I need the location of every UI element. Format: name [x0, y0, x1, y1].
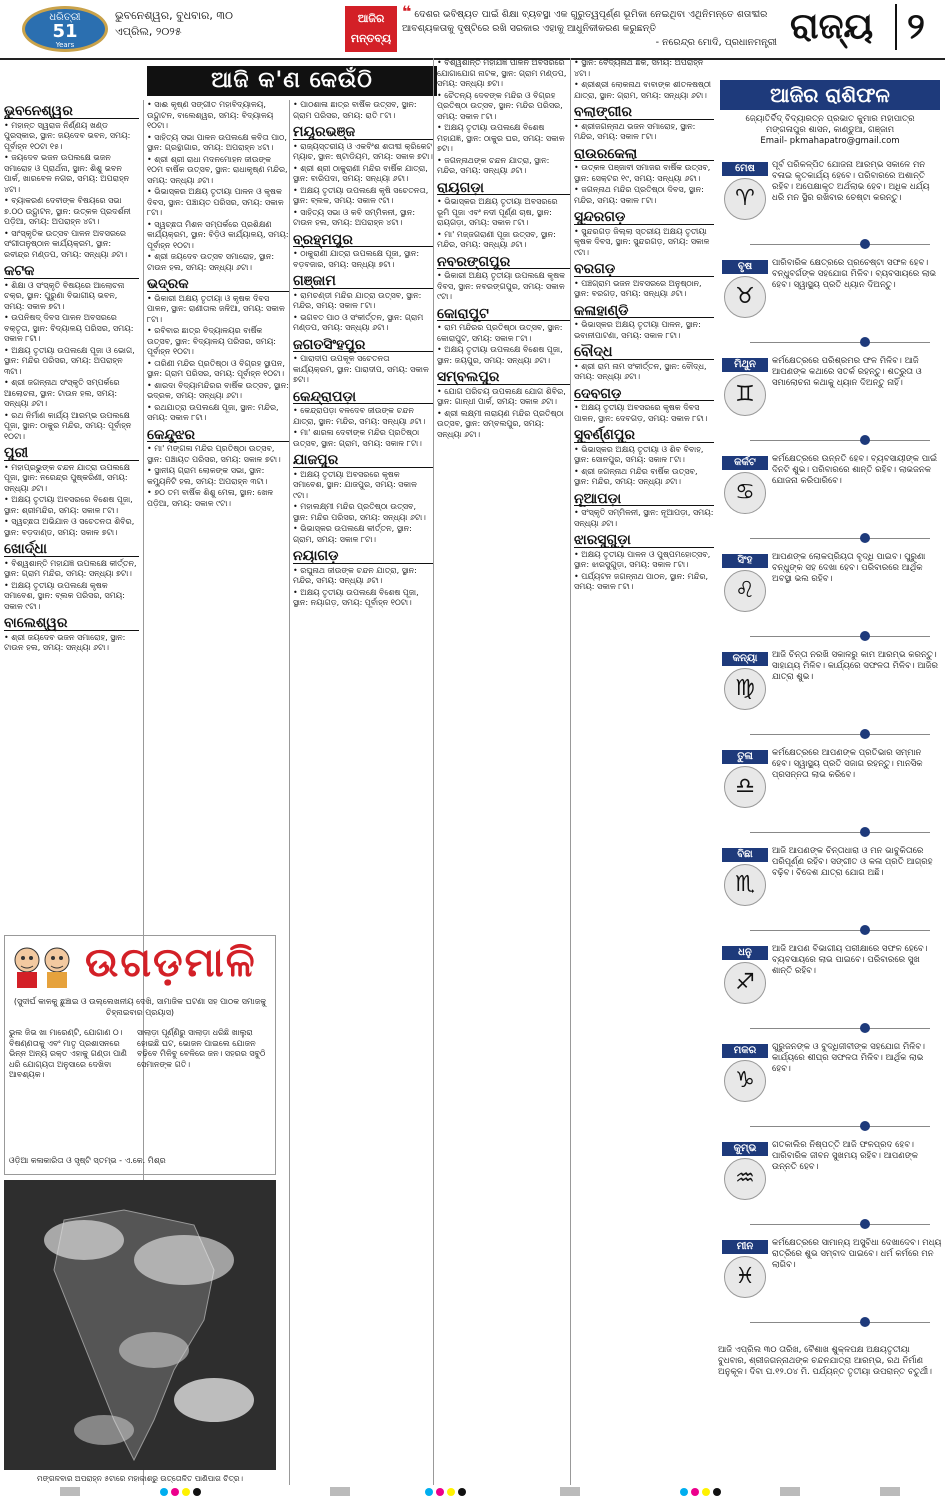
district-heading: ମୟୂରଭଞ୍ଜ	[293, 127, 433, 140]
event-item: • ରଥଯାତ୍ରା ଉପଲକ୍ଷେ ପୂଜା, ସ୍ଥାନ: ମନ୍ଦିର, ସମୟ: ସକାଳ ୮ଟା।	[147, 403, 289, 424]
event-item: • ରଘୁନାଥ ଜୀଉଙ୍କ ଚନ୍ଦନ ଯାତ୍ରା, ସ୍ଥାନ: ମନ୍ଦିର, ସମୟ: ସନ୍ଧ୍ୟା ୬ଟା।	[293, 566, 433, 587]
events-column-1	[4, 100, 139, 930]
sign-name: ତୁଳା	[722, 750, 768, 764]
event-item: • ସାହିତ୍ୟ ସଭା ଓ କବି ସମ୍ମିଳନୀ, ସ୍ଥାନ: ଟାଉନ ହଲ, ସମୟ: ଅପରାହ୍ନ ୪ଟା।	[293, 208, 433, 229]
registration-bar-icon	[880, 1487, 900, 1496]
dateline: ଭୁବନେଶ୍ୱର, ବୁଧବାର, ୩୦ ଏପ୍ରିଲ, ୨୦୨୫	[115, 9, 233, 38]
divider	[750, 1126, 930, 1127]
district-heading: ବଲାଙ୍ଗୀର	[574, 107, 714, 120]
event-item: • ଅକ୍ଷୟ ତୃତୀୟା ଉପଲକ୍ଷେ କୃଷକ ସମାବେଶ, ସ୍ଥାନ: ବ୍ଲକ ପରିସର, ସମୟ: ସକାଳ ୯ଟା।	[4, 581, 139, 613]
event-item: • ସ୍ଥାନୀୟ ଗ୍ରାମ ଲୋକଙ୍କ ସଭା, ସ୍ଥାନ: କମ୍ୟୁନିଟି ହଲ, ସମୟ: ଅପରାହ୍ନ ୩ଟା।	[147, 466, 289, 487]
divider-dot-icon	[860, 533, 870, 543]
event-item: • ଶ୍ରୀଶ୍ରୀ ଲୋକନାଥ ବାବାଙ୍କ ଶୀତଳଷଷ୍ଠୀ ଯାତ୍ରା, ସ୍ଥାନ: ଗ୍ରାମ, ସମୟ: ସନ୍ଧ୍ୟା ୬ଟା।	[574, 80, 714, 101]
event-item: • ୭୦ ତମ ବାର୍ଷିକ ଶିଶୁ ମେଳା, ସ୍ଥାନ: ଖେଳ ପଡ଼ିଆ, ସମୟ: ସକାଳ ୯ଟା।	[147, 488, 289, 509]
event-item: • ଅକ୍ଷୟ ତୃତୀୟା ଉପଲକ୍ଷେ ବିଶେଷ ମହାଯଜ୍ଞ, ସ୍ଥାନ: ଠାକୁର ଘର, ସମୟ: ସକାଳ ୭ଟା।	[437, 123, 570, 155]
event-item: • ସ୍ୱଚ୍ଛତା ଅଭିଯାନ ଓ ସଚେତନତା ଶିବିର, ସ୍ଥାନ: ବଡ଼ଦାଣ୍ଡ, ସମୟ: ସକାଳ ୭ଟା।	[4, 517, 139, 538]
district-heading: ବାଲେଶ୍ୱର	[4, 618, 139, 631]
event-item: • ଠାକୁରାଣୀ ଯାତ୍ରା ଉପଲକ୍ଷେ ପୂଜା, ସ୍ଥାନ: ବଡ଼ବଜାର, ସମୟ: ସନ୍ଧ୍ୟା ୭ଟା।	[293, 249, 433, 270]
quote-box	[402, 2, 777, 50]
astrologer-address: ମଙ୍ଗଳାପୁର ଶାସନ, କାଣ୍ଡୁଆ, ଗଞ୍ଜାମ	[765, 125, 895, 135]
sign-name: କୁମ୍ଭ	[722, 1142, 768, 1156]
event-item: • ଜୟଦେବ ଭଜନ ଉପଲକ୍ଷେ ଭଜନ ସମାରୋହ ଓ ପ୍ରାର୍ଥନା, ସ୍ଥାନ: ଶିଶୁ ଭବନ ପାର୍କ, ଖାରବେଳ ନଗର, ସମୟ: ଅପରାହ୍ନ ୪ଟା।	[4, 153, 139, 195]
registration-bar-icon	[780, 1487, 800, 1496]
zodiac-icon: ♒	[724, 1158, 766, 1200]
event-item: • ଶ୍ରୀଜଗନ୍ନାଥ ଭଜନ ସମାରୋହ, ସ୍ଥାନ: ମନ୍ଦିର, ସମୟ: ସକାଳ ୮ଟା।	[574, 122, 714, 143]
divider-dot-icon	[860, 1023, 870, 1033]
cartoon-title: ଉଗଡ଼ମାଳି	[85, 940, 257, 986]
sign-name: କନ୍ୟା	[722, 652, 768, 666]
sign-prediction: ପାରିବାରିକ କ୍ଷେତ୍ରରେ ପ୍ରଚେଷ୍ଟା ସଫଳ ହେବ। ବନ୍ଧୁବର୍ଗଙ୍କ ସହଯୋଗ ମିଳିବ। ବ୍ୟବସାୟରେ ଲାଭ ହେବ। ସ୍ୱାସ୍ଥ୍ୟ ପ୍ରତି ଧ୍ୟାନ ଦିଅନ୍ତୁ।	[772, 258, 937, 290]
registration-dot-icon	[160, 1488, 168, 1496]
district-heading: ପୁରୀ	[4, 448, 139, 461]
event-item: • ସାହିତ୍ୟ ସଭା ପାଳନ ଉପଲକ୍ଷେ କବିତା ପାଠ, ସ୍ଥାନ: ଗ୍ରନ୍ଥାଗାର, ସମୟ: ଅପରାହ୍ନ ୪ଟା।	[147, 133, 289, 154]
page-number: ୨	[895, 4, 925, 50]
events-column-3	[289, 100, 433, 1485]
district-heading: ସୁବର୍ଣ୍ଣପୁର	[574, 430, 714, 443]
event-item: • ସ୍ୱଚ୍ଛତା ମିଶନ ସମ୍ପର୍କରେ ପ୍ରଶିକ୍ଷଣ କାର୍ଯ୍ୟକ୍ରମ, ସ୍ଥାନ: ବିଡ଼ିଓ କାର୍ଯ୍ୟାଳୟ, ସମୟ: ପୂର୍ବାହ୍ନ ୧୦ଟା।	[147, 220, 289, 252]
zodiac-icon: ♎	[724, 766, 766, 808]
divider-dot-icon	[860, 1219, 870, 1229]
divider-dot-icon	[860, 435, 870, 445]
zodiac-icon: ♈	[724, 178, 766, 220]
registration-dot-icon	[691, 1488, 699, 1496]
sign-prediction: ଆଜି ଆପଣଙ୍କ ଚିନ୍ତାଧାରା ଓ ମନ ଭାବୁକିତାରେ ପରିପୂର୍ଣ୍ଣ ରହିବ। ସଙ୍ଗୀତ ଓ କଳା ପ୍ରତି ଆଗ୍ରହ ବଢ଼ିବ। ବିଦେଶ ଯାତ୍ରା ଯୋଗ ଅଛି।	[772, 846, 933, 878]
sign-name: ବୃଷ	[722, 260, 768, 274]
divider	[750, 1322, 930, 1323]
registration-dot-icon	[436, 1488, 444, 1496]
horoscope-sign	[720, 944, 942, 1038]
horoscope-sign	[720, 748, 942, 842]
district-heading: ନବରଙ୍ଗପୁର	[437, 257, 570, 270]
panchang-note: ଆଜି ଏପ୍ରିଲ ୩୦ ତାରିଖ, ବୈଶାଖ ଶୁକ୍ଳପକ୍ଷ ଅକ୍ଷୟତୃତୀୟା ବୁଧବାର, ଶ୍ରୀଜଗନ୍ନାଥଙ୍କ ଚନ୍ଦନଯାତ୍ରା ଆରମ୍ଭ, ରଥ ନିର୍ମାଣ ଅନୁକୂଳ। ଦିବା ଘ.୧୨.୦୪ ମି. ପର୍ଯ୍ୟନ୍ତ ତୃତୀୟା ଉପରାନ୍ତ ଚତୁର୍ଥୀ।	[718, 1345, 932, 1377]
event-item: • ଶ୍ରୀ ରାମ ନାମ ସଂକୀର୍ତ୍ତନ, ସ୍ଥାନ: ବୌଦ୍ଧ, ସମୟ: ସନ୍ଧ୍ୟା ୬ଟା।	[574, 362, 714, 383]
zodiac-icon: ♉	[724, 276, 766, 318]
horoscope-sign	[720, 1042, 942, 1136]
event-item: • ଅକ୍ଷୟ ତୃତୀୟା ପାଳନ ଓ ପୁଷ୍ପମହୋତ୍ସବ, ସ୍ଥାନ: ଝାରସୁଗୁଡ଼ା, ସମୟ: ସକାଳ ୮ଟା।	[574, 550, 714, 571]
district-heading: ଭଦ୍ରକ	[147, 279, 289, 292]
event-item: • ତାରିଣୀ ମନ୍ଦିର ପ୍ରତିଷ୍ଠା ଓ ବିଗ୍ରହ ସ୍ଥାପନ, ସ୍ଥାନ: ଗ୍ରାମ ପରିସର, ସମୟ: ପୂର୍ବାହ୍ନ ୧୦ଟା।	[147, 359, 289, 380]
horoscope-sign	[720, 454, 942, 548]
event-item: • ସୁନ୍ଦରଗଡ଼ ଜିଲ୍ଲା ସ୍ତରୀୟ ଅକ୍ଷୟ ତୃତୀୟା କୃଷକ ଦିବସ, ସ୍ଥାନ: ସୁନ୍ଦରଗଡ଼, ସମୟ: ସକାଳ ୯ଟା।	[574, 227, 714, 259]
horoscope-sign	[720, 1140, 942, 1234]
sign-name: ମେଷ	[722, 162, 768, 176]
event-item: • ଉପନିଷଦ୍ ଦିବସ ପାଳନ ଅବସରରେ ବକ୍ତୃତା, ସ୍ଥାନ: ବିଦ୍ୟାଳୟ ପରିସର, ସମୟ: ସକାଳ ୮ଟା।	[4, 313, 139, 345]
divider	[750, 734, 930, 735]
event-item: • ବିଶ୍ୱଶାନ୍ତି ମହାଯଜ୍ଞ ପାଳନ ଅବସରରେ ଯୋଗାଯୋଗ ନାଟକ, ସ୍ଥାନ: ଗ୍ରାମ ମଣ୍ଡପ, ସମୟ: ସନ୍ଧ୍ୟା ୭ଟା।	[437, 58, 570, 90]
event-item: • ରାଜ୍ୟସ୍ତରୀୟ ଓ ଏକବିଂଶ ଶତାବ୍ଦୀ କ୍ରିକେଟ ମ୍ୟାଚ, ସ୍ଥାନ: ଷ୍ଟାଡିୟମ, ସମୟ: ସକାଳ ୭ଟା।	[293, 142, 433, 163]
sign-prediction: ଆଜି ଆପଣ ବିଭାଗୀୟ ପରୀକ୍ଷାରେ ସଫଳ ହେବେ। ବ୍ୟବସାୟରେ ଲାଭ ପାଇବେ। ପରିବାରରେ ସୁଖ ଶାନ୍ତି ରହିବ।	[772, 944, 928, 976]
sign-prediction: କର୍ମକ୍ଷେତ୍ରରେ ଆପଣଙ୍କ ପ୍ରତିଭାର ସମ୍ମାନ ହେବ। ସ୍ୱାସ୍ଥ୍ୟ ପ୍ରତି ସଜାଗ ରହନ୍ତୁ। ମାନସିକ ପ୍ରସନ୍ନତା ଲାଭ କରିବେ।	[772, 748, 923, 780]
event-item: • ଶ୍ରୀ ଜୟଦେବ ଭଜନ ସମାରୋହ, ସ୍ଥାନ: ଟାଉନ ହଲ, ସମୟ: ସନ୍ଧ୍ୟା ୬ଟା।	[4, 633, 139, 654]
horoscope-sign	[720, 1238, 942, 1332]
divider-dot-icon	[860, 337, 870, 347]
sign-prediction: ଆଜି ଚିନ୍ତା ନରଖି ସକାଳରୁ କାମ ଆରମ୍ଭ କରନ୍ତୁ। ସାହାଯ୍ୟ ମିଳିବ। କାର୍ଯ୍ୟରେ ସଫଳତା ମିଳିବ। ଆଜିର ଯାତ୍ରା ଶୁଭ।	[772, 650, 938, 682]
cartoon-left-text: ଭୁଲ ଜିଭ ଖା ମାରେଣ୍ଟି, ଯୋଗାଣ ୦। ବିଷଣ୍ଣତାକୁ ଏବଂ ମାତୃ ପ୍ରଶାସନରେ ଭିନ୍ନ ଅନ୍ୟ ରକ୍ତ ଏହାକୁ ଗଣ୍ଡା ପାଣି ଧରି ଯୋଗ୍ୟତା ଅନୁସାରେ ଦେଖିବା ଆବଶ୍ୟକ।	[9, 1028, 127, 1079]
event-item: • ରବିବାର ଛାତ୍ର ବିଦ୍ୟାଳୟର ବାର୍ଷିକ ଉତ୍ସବ, ସ୍ଥାନ: ବିଦ୍ୟାଳୟ ପରିସର, ସମୟ: ପୂର୍ବାହ୍ନ ୧୦ଟା।	[147, 326, 289, 358]
event-item: • ସାଈ କୃଷ୍ଣ ସଙ୍ଗୀତ ମହାବିଦ୍ୟାଳୟ, ଉଦ୍ଘାଟନ, ବାଲେଶ୍ୱର, ସମୟ: ବିଦ୍ୟାଳୟ ୧୦ଟା।	[147, 100, 289, 132]
event-item: • ସ୍ଥାନ: ବୈଦ୍ୟନାଥ ଛକ, ସମୟ: ଅପରାହ୍ନ ୪ଟା।	[574, 58, 714, 79]
event-item: • ଅକ୍ଷୟ ତୃତୀୟା ଅବସରରେ କୃଷକ ଦିବସ ପାଳନ, ସ୍ଥାନ: ଦେବଗଡ଼, ସମୟ: ସକାଳ ୮ଟା।	[574, 403, 714, 424]
district-heading: ରାଉରକେଲା	[574, 149, 714, 162]
zodiac-icon: ♋	[724, 472, 766, 514]
event-item: • ମହାପ୍ରଭୁଙ୍କ ଚନ୍ଦନ ଯାତ୍ରା ଉପଲକ୍ଷେ ପୂଜା, ସ୍ଥାନ: ନରେନ୍ଦ୍ର ପୁଷ୍କରିଣୀ, ସମୟ: ସନ୍ଧ୍ୟା ୬ଟା।	[4, 463, 139, 495]
district-heading: ସୁନ୍ଦରଗଡ଼	[574, 212, 714, 225]
zodiac-icon: ♐	[724, 962, 766, 1004]
district-heading: କଳାହାଣ୍ଡି	[574, 306, 714, 319]
zodiac-icon: ♊	[724, 374, 766, 416]
district-heading: ବରଗଡ଼	[574, 264, 714, 277]
district-heading: ବ୍ରହ୍ମପୁର	[293, 235, 433, 248]
registration-dot-icon	[193, 1488, 201, 1496]
divider	[750, 832, 930, 833]
quote-text: ଦେଶର ଭବିଷ୍ୟତ ପାଇଁ ଶିକ୍ଷା ବ୍ୟବସ୍ଥା ଏକ ଗୁରୁତ୍ୱପୂର୍ଣ୍ଣ ଭୂମିକା ନେଇଥିବା ଏଥିନିମନ୍ତେ ଶତାବ୍ଦୀର ଆବଶ୍ୟକତାକୁ ଦୃଷ୍ଟିରେ ରଖି ସରକାର ଏହାକୁ ଆଧୁନିକୀକରଣ କରୁଛନ୍ତି	[402, 9, 768, 34]
satellite-caption: ମଙ୍ଗଳବାର ଅପରାହ୍ନ ୫ଟାରେ ମହାକାଶରୁ ଉତ୍ତୋଳିତ ପାଣିପାଗ ଚିତ୍ର।	[37, 1474, 243, 1483]
section-title: ରାଜ୍ୟ	[790, 6, 874, 47]
district-heading: କୋରାପୁଟ	[437, 309, 570, 322]
event-item: • ଶ୍ରୀ ଜଗନ୍ନାଥ ସଂସ୍କୃତି ସମ୍ପର୍କରେ ଆଲୋଚନା, ସ୍ଥାନ: ଟାଉନ ହଲ, ସମୟ: ସନ୍ଧ୍ୟା ୬ଟା।	[4, 378, 139, 410]
event-item: • ଶ୍ରୀ ଲକ୍ଷ୍ମୀ ନାରାୟଣ ମନ୍ଦିର ପ୍ରତିଷ୍ଠା ଉତ୍ସବ, ସ୍ଥାନ: ସମ୍ବଲପୁର, ସମୟ: ସନ୍ଧ୍ୟା ୬ଟା।	[437, 409, 570, 441]
logo-name: ଧରିତ୍ରୀ	[49, 12, 81, 23]
divider	[750, 930, 930, 931]
astrologer-email: Email- pkmahapatro@gmail.com	[760, 136, 900, 146]
district-heading: ଜଗତସିଂହପୁର	[293, 340, 433, 353]
divider-dot-icon	[860, 631, 870, 641]
sign-prediction: କର୍ମକ୍ଷେତ୍ରରେ ସାମାନ୍ୟ ଅସୁବିଧା ଦେଖାଦେବ। ମଧ୍ୟ ରାତ୍ରିରେ ଶୁଭ ସମ୍ବାଦ ପାଇବେ। ଧର୍ମ କର୍ମରେ ମନ ଲାଗିବ।	[772, 1238, 942, 1270]
sign-name: ସିଂହ	[722, 554, 768, 568]
horoscope-sign	[720, 650, 942, 744]
horoscope-sign	[720, 356, 942, 450]
event-item: • ଭଗବତ ପାଠ ଓ ସଂକୀର୍ତ୍ତନ, ସ୍ଥାନ: ଗ୍ରାମ ମଣ୍ଡପ, ସମୟ: ସନ୍ଧ୍ୟା ୬ଟା।	[293, 313, 433, 334]
horoscope-sign	[720, 160, 942, 254]
event-item: • ଭିଭାସ୍କର ଅକ୍ଷୟ ତୃତୀୟା ପାଳନ, ସ୍ଥାନ: ଭବାନୀପାଟଣା, ସମୟ: ସକାଳ ୮ଟା।	[574, 320, 714, 341]
event-item: • ଭିଭାସ୍କର ଅକ୍ଷୟ ତୃତୀୟା ଓ ଶିବ ବିବାହ, ସ୍ଥାନ: ସୋନପୁର, ସମୟ: ସକାଳ ୮ଟା।	[574, 445, 714, 466]
sign-prediction: ଗତକାଲିର ନିଷ୍ପତ୍ତି ଆଜି ଫଳପ୍ରଦ ହେବ। ପାରିବାରିକ ଜୀବନ ସୁଖମୟ ରହିବ। ଆପଣଙ୍କ ଉନ୍ନତି ହେବ।	[772, 1140, 919, 1172]
sign-prediction: ପୂର୍ବ ପରିକଳ୍ପିତ ଯୋଜନା ଆରମ୍ଭ ସକାଳେ ମନ ବଳାଇ କୃତକାର୍ଯ୍ୟ ହେବେ। ପରିବାରରେ ଅଶାନ୍ତି ରହିବ। ଅପେକ୍ଷାକୃତ ଅର୍ଥଲାଭ ହେବ। ଅଧିକ ଧର୍ଯ୍ୟ ଧରି ମନ ସ୍ଥିର ରଖିବାର ଚେଷ୍ଟା କରନ୍ତୁ।	[772, 160, 930, 203]
registration-dot-icon	[458, 1488, 466, 1496]
event-item: • ରାମଚଣ୍ଡୀ ମନ୍ଦିର ଯାତ୍ରା ଉତ୍ସବ, ସ୍ଥାନ: ମନ୍ଦିର, ସମୟ: ସକାଳ ୮ଟା।	[293, 291, 433, 312]
cartoon-credit: ଓଡ଼ିଆ କଳାକାରିତା ଓ ସୃଷ୍ଟି ସ୍ତମ୍ଭ - ଏ.କେ. ମିଶ୍ର	[9, 1156, 166, 1165]
district-heading: ଝାରସୁଗୁଡ଼ା	[574, 535, 714, 548]
zodiac-icon: ♑	[724, 1060, 766, 1102]
satellite-map-icon	[4, 1180, 276, 1470]
event-item: • ଜଗନ୍ନାଥଙ୍କ ଚନ୍ଦନ ଯାତ୍ରା, ସ୍ଥାନ: ମନ୍ଦିର, ସମୟ: ସନ୍ଧ୍ୟା ୬ଟା।	[437, 156, 570, 177]
event-item: • ଭିଭାସ୍କର ଅକ୍ଷୟ ତୃତୀୟା ପାଳନ ଓ କୃଷକ ଦିବସ, ସ୍ଥାନ: ପଞ୍ଚାୟତ ପରିସର, ସମୟ: ସକାଳ ୮ଟା।	[147, 187, 289, 219]
event-item: • ଅକ୍ଷୟ ତୃତୀୟା ଉପଲକ୍ଷେ କୃଷି ସଚେତନତା, ସ୍ଥାନ: ବ୍ଲକ, ସମୟ: ସକାଳ ୯ଟା।	[293, 186, 433, 207]
quote-mark-icon: ❝	[402, 2, 412, 21]
event-item: • ଅକ୍ଷୟ ତୃତୀୟା ଅବସରରେ କୃଷକ ସମାବେଶ, ସ୍ଥାନ: ଯାଜପୁର, ସମୟ: ସକାଳ ୯ଟା।	[293, 470, 433, 502]
event-item: • ରଥ ନିର୍ମାଣ କାର୍ଯ୍ୟ ଆରମ୍ଭ ଉପଲକ୍ଷେ ପୂଜା, ସ୍ଥାନ: ଠାକୁର ମନ୍ଦିର, ସମୟ: ପୂର୍ବାହ୍ନ ୧୦ଟା।	[4, 411, 139, 443]
registration-bar-icon	[60, 1487, 80, 1496]
event-item: • ଅକ୍ଷୟ ତୃତୀୟା ଉପଲକ୍ଷେ ପୂଜା ଓ ଭୋଗ, ସ୍ଥାନ: ମନ୍ଦିର ପରିସର, ସମୟ: ଅପରାହ୍ନ ୩ଟା।	[4, 346, 139, 378]
sign-name: ମକର	[722, 1044, 768, 1058]
zodiac-icon: ♌	[724, 570, 766, 612]
sign-prediction: କର୍ମକ୍ଷେତ୍ରରେ ପରିଶ୍ରମର ଫଳ ମିଳିବ। ଆଜି ଆପଣଙ୍କ କଥାରେ ସତର୍କ ରହନ୍ତୁ। ଶତ୍ରୁତା ଓ ସମାଲୋଚନା କଥାକୁ ଧ୍ୟାନ ଦିଅନ୍ତୁ ନାହିଁ।	[772, 356, 922, 388]
divider	[750, 636, 930, 637]
district-heading: ବୌଦ୍ଧ	[574, 347, 714, 360]
divider	[750, 1028, 930, 1029]
events-banner: ଆଜି କ'ଣ କେଉଁଠି	[147, 66, 437, 96]
district-heading: ନୟାଗଡ଼	[293, 551, 433, 564]
event-item: • ପଞ୍ଚଗ୍ରାମ ଭଜନ ଅବସରରେ ଅନୁଷ୍ଠାନ, ସ୍ଥାନ: ବରଗଡ଼, ସମୟ: ସନ୍ଧ୍ୟା ୬ଟା।	[574, 279, 714, 300]
event-item: • ଅକ୍ଷୟ ତୃତୀୟା ଅବସରରେ ବିଶେଷ ପୂଜା, ସ୍ଥାନ: ଶ୍ରୀମନ୍ଦିର, ସମୟ: ସକାଳ ୮ଟା।	[4, 495, 139, 516]
registration-bar-icon	[560, 1487, 580, 1496]
divider	[750, 1224, 930, 1225]
event-item: • ଶ୍ରୀ ଜୟଦେବ ଉତ୍ସବ ସମାରୋହ, ସ୍ଥାନ: ଟାଉନ ହଲ, ସମୟ: ସନ୍ଧ୍ୟା ୬ଟା।	[147, 252, 289, 273]
event-item: • ଭିକାରୀ ଅକ୍ଷୟ ତୃତୀୟା ଉପଲକ୍ଷେ କୃଷକ ଦିବସ, ସ୍ଥାନ: ନବରଙ୍ଗପୁର, ସମୟ: ସକାଳ ୯ଟା।	[437, 271, 570, 303]
district-heading: କେନ୍ଦ୍ରାପଡ଼ା	[293, 392, 433, 405]
district-heading: ଖୋର୍ଦ୍ଧା	[4, 544, 139, 557]
event-item: • ଶାରଦା ବିଦ୍ୟାମନ୍ଦିରର ବାର୍ଷିକ ଉତ୍ସବ, ସ୍ଥାନ: ଭଦ୍ରକ, ସମୟ: ସନ୍ଧ୍ୟା ୬ଟା।	[147, 381, 289, 402]
district-heading: ରାୟଗଡ଼ା	[437, 183, 570, 196]
zodiac-icon: ♍	[724, 668, 766, 710]
district-heading: ଭୁବନେଶ୍ୱର	[4, 106, 139, 119]
quote-label: ଆଜିର ମନ୍ତବ୍ୟ	[345, 6, 397, 52]
registration-dot-icon	[182, 1488, 190, 1496]
event-item: • ଶ୍ରୀ ଶ୍ରୀ ରାଧା ମଦନମୋହନ ଜୀଉଙ୍କ ୧୦ମ ବାର୍ଷିକ ଉତ୍ସବ, ସ୍ଥାନ: ରାଧାକୃଷ୍ଣ ମନ୍ଦିର, ସମୟ: ସନ୍ଧ୍ୟା ୬ଟା।	[147, 155, 289, 187]
event-item: • ଯୋଗ ପରିଚୟ ଉପଲକ୍ଷେ ଯୋଗ ଶିବିର, ସ୍ଥାନ: ଗାନ୍ଧୀ ପାର୍କ, ସମୟ: ସକାଳ ୬ଟା।	[437, 387, 570, 408]
event-item: • ସାଂସ୍କୃତିକ ଉତ୍ସବ ପାଳନ ଅବସରରେ ସଂଗୀତାନୁଷ୍ଠାନ କାର୍ଯ୍ୟକ୍ରମ, ସ୍ଥାନ: ରବୀନ୍ଦ୍ର ମଣ୍ଡପ, ସମୟ: ସନ୍ଧ୍ୟା ୬ଟା।	[4, 229, 139, 261]
event-item: • ମହାନ୍ତ ସ୍ୱରାଜ ନିର୍ଣ୍ଣୟ ଖଣ୍ଡ ପୁରସ୍କାର, ସ୍ଥାନ: ଜୟଦେବ ଭବନ, ସମୟ: ପୂର୍ବାହ୍ନ ୧୦ଟା ୧୫।	[4, 121, 139, 153]
event-item: • ମା' ମଙ୍ଗଳା ମନ୍ଦିର ପ୍ରତିଷ୍ଠା ଉତ୍ସବ, ସ୍ଥାନ: ପଞ୍ଚାୟତ ପରିସର, ସମୟ: ସକାଳ ୭ଟା।	[147, 444, 289, 465]
sign-name: ମୀନ	[722, 1240, 768, 1254]
print-registration-bar	[0, 1485, 945, 1498]
district-heading: ସମ୍ବଲପୁର	[437, 372, 570, 385]
district-heading: ଦେବଗଡ଼	[574, 389, 714, 402]
event-item: • ଶ୍ରୀ ଜଗନ୍ନାଥ ମନ୍ଦିର ବାର୍ଷିକ ଉତ୍ସବ, ସ୍ଥାନ: ମନ୍ଦିର, ସମୟ: ସନ୍ଧ୍ୟା ୬ଟା।	[574, 467, 714, 488]
divider-dot-icon	[860, 239, 870, 249]
horoscope-banner: ଆଜିର ରାଶିଫଳ	[720, 80, 940, 110]
sign-name: ବିଛା	[722, 848, 768, 862]
registration-bar-icon	[330, 1487, 350, 1496]
district-heading: ଗଞ୍ଜାମ	[293, 276, 433, 289]
event-item: • ପର୍ଯ୍ୟଟନ ଜଗନ୍ନାଥ ପାଠନ, ସ୍ଥାନ: ମନ୍ଦିର, ସମୟ: ସକାଳ ୮ଟା।	[574, 572, 714, 593]
sign-prediction: ଗୁରୁଜନଙ୍କ ଓ ବୁଦ୍ଧିଜୀବୀଙ୍କ ସହଯୋଗ ମିଳିବ। କାର୍ଯ୍ୟରେ ଶୀଘ୍ର ସଫଳତା ମିଳିବ। ଆର୍ଥିକ ଲାଭ ହେବ।	[772, 1042, 925, 1074]
registration-dot-icon	[713, 1488, 721, 1496]
district-heading: ଯାଜପୁର	[293, 455, 433, 468]
event-item: • ରାମ ମନ୍ଦିରର ପ୍ରତିଷ୍ଠା ଉତ୍ସବ, ସ୍ଥାନ: କୋରାପୁଟ, ସମୟ: ସକାଳ ୮ଟା।	[437, 323, 570, 344]
sign-name: ମିଥୁନ	[722, 358, 768, 372]
logo-years: Years	[55, 41, 75, 49]
zodiac-icon: ♓	[724, 1256, 766, 1298]
registration-dot-icon	[171, 1488, 179, 1496]
events-column-4	[433, 58, 570, 1485]
horoscope-sign	[720, 846, 942, 940]
event-item: • କେନ୍ଦ୍ରାପଡ଼ା ବଳଦେବ ଜୀଉଙ୍କ ଚନ୍ଦନ ଯାତ୍ରା, ସ୍ଥାନ: ମନ୍ଦିର, ସମୟ: ସନ୍ଧ୍ୟା ୬ଟା।	[293, 406, 433, 427]
district-heading: କେନ୍ଦୁଝର	[147, 430, 289, 443]
divider	[750, 440, 930, 441]
cartoon-characters-icon	[11, 942, 75, 990]
events-column-5	[570, 58, 714, 1485]
event-item: • ଉତ୍କଳ ପଞ୍ଜାବୀ ସମାଜର ବାର୍ଷିକ ଉତ୍ସବ, ସ୍ଥାନ: ସେକ୍ଟର ୧୯, ସମୟ: ସନ୍ଧ୍ୟା ୬ଟା।	[574, 163, 714, 184]
masthead	[0, 0, 945, 60]
divider-dot-icon	[860, 1317, 870, 1327]
event-item: • ଅକ୍ଷୟ ତୃତୀୟା ଉପଲକ୍ଷେ ବିଶେଷ ପୂଜା, ସ୍ଥାନ: ନୟାଗଡ଼, ସମୟ: ପୂର୍ବାହ୍ନ ୧୦ଟା।	[293, 588, 433, 609]
event-item: • ମା' ମଜ୍ଜଗରାଣୀ ପୂଜା ଉତ୍ସବ, ସ୍ଥାନ: ମନ୍ଦିର, ସମୟ: ସନ୍ଧ୍ୟା ୬ଟା।	[437, 230, 570, 251]
event-item: • ମା' ଶାରଳା ଦେବୀଙ୍କ ମନ୍ଦିର ପ୍ରତିଷ୍ଠା ଉତ୍ସବ, ସ୍ଥାନ: ଗ୍ରାମ, ସମୟ: ସକାଳ ୮ଟା।	[293, 428, 433, 449]
quote-author: - ନରେନ୍ଦ୍ର ମୋଦି, ପ୍ରଧାନମନ୍ତ୍ରୀ	[655, 37, 777, 48]
divider-dot-icon	[860, 729, 870, 739]
event-item: • ଶିକ୍ଷା ଓ ସଂସ୍କୃତି ବିଷୟରେ ଆଲୋଚନା ଚକ୍ର, ସ୍ଥାନ: ପୁରୁଣା ବିଭାଗୀୟ ଭବନ, ସମୟ: ସକାଳ ୭ଟା।	[4, 281, 139, 313]
cartoon-right-text: ସାଲାଡ଼ା ପୂର୍ଣ୍ଣିରୁ ସାଲାଡ଼ା ଧରିଛି ଖାଲୁରା ହୋଇଛି ଘଟ, ଭୋଜନ ପାଇଲେ ଯୋଜନ ବଢ଼ିବେ ମିଳିବୁ ବେଳିରେ ଜନ। ସହରର ସବୁଠି ସେମାନଙ୍କ ଗତି।	[137, 1028, 266, 1069]
logo-number: 51	[52, 21, 78, 42]
event-item: • ସଂସ୍କୃତି ସମ୍ମିଳନୀ, ସ୍ଥାନ: ନୂଆପଡ଼ା, ସମୟ: ସନ୍ଧ୍ୟା ୬ଟା।	[574, 508, 714, 529]
divider	[750, 538, 930, 539]
event-item: • ଅକ୍ଷୟ ତୃତୀୟା ଉପଲକ୍ଷେ ବିଶେଷ ପୂଜା, ସ୍ଥାନ: ଜୟପୁର, ସମୟ: ସନ୍ଧ୍ୟା ୬ଟା।	[437, 345, 570, 366]
cartoon-subtitle: (ସୁଦୀର୍ଘ କାଳକୁ ଛୁଞ୍ଚାଇ ଓ ଉଲ୍ଲେଖନୀୟ ଦେଖି, ସାମାଜିକ ଘଟଣା ସହ ପାଠକ ସମାଜକୁ ଚିହ୍ନାଇବାର ପ୍ରୟାସ)	[13, 997, 267, 1017]
horoscope-sign	[720, 258, 942, 352]
event-item: • ମହାଲକ୍ଷ୍ମୀ ମନ୍ଦିର ପ୍ରତିଷ୍ଠା ଉତ୍ସବ, ସ୍ଥାନ: ମନ୍ଦିର ପରିସର, ସମୟ: ସନ୍ଧ୍ୟା ୬ଟା।	[293, 502, 433, 523]
zodiac-icon: ♏	[724, 864, 766, 906]
event-item: • ଶ୍ରୀ ଶ୍ରୀ ଠାକୁରାଣୀ ମନ୍ଦିର ବାର୍ଷିକ ଯାତ୍ରା, ସ୍ଥାନ: ବାରିପଦା, ସମୟ: ସନ୍ଧ୍ୟା ୬ଟା।	[293, 164, 433, 185]
divider	[750, 244, 930, 245]
event-item: • ଭିଭାସ୍କର ଉପଲକ୍ଷେ କୀର୍ତ୍ତନ, ସ୍ଥାନ: ଗ୍ରାମ, ସମୟ: ସକାଳ ୮ଟା।	[293, 524, 433, 545]
event-item: • ବ୍ୟାକରଣ ଦେବୀଙ୍କ ବିଷୟରେ ସଭା ୭.୦୦ ଉଦ୍ଘାଟନ, ସ୍ଥାନ: ଉତ୍କଳ ପ୍ରଦର୍ଶନୀ ପଡ଼ିଆ, ସମୟ: ଅପରାହ୍ନ ୪ଟା।	[4, 196, 139, 228]
registration-dot-icon	[425, 1488, 433, 1496]
sign-name: ଧନୁ	[722, 946, 768, 960]
divider-dot-icon	[860, 827, 870, 837]
event-item: • ଭିକାରୀ ଅକ୍ଷୟ ତୃତୀୟା ଓ କୃଷକ ଦିବସ ପାଳନ, ସ୍ଥାନ: ରାଣୀତାଲ ଜଳିଆ, ସମୟ: ସକାଳ ୮ଟା।	[147, 294, 289, 326]
astrologer-name: ଜ୍ୟୋତିର୍ବିଦ୍ ବିଦ୍ୟାରତ୍ନ ପ୍ରଭାତ କୁମାର ମହାପାତ୍ର	[745, 114, 915, 124]
event-item: • ଜଗନ୍ନାଥ ମନ୍ଦିର ପ୍ରତିଷ୍ଠା ଦିବସ, ସ୍ଥାନ: ମନ୍ଦିର, ସମୟ: ସକାଳ ୮ଟା।	[574, 185, 714, 206]
divider	[750, 342, 930, 343]
sign-prediction: କର୍ମକ୍ଷେତ୍ରରେ ଉନ୍ନତି ହେବ। ବ୍ୟବସାୟୀଙ୍କ ପାଇଁ ଦିନଟି ଶୁଭ। ପରିବାରରେ ଶାନ୍ତି ରହିବ। ଲାଭଜନକ ଯୋଜନା କରିପାରିବେ।	[772, 454, 938, 486]
registration-dot-icon	[447, 1488, 455, 1496]
event-item: • ଚୈତନ୍ୟ ଦେବଙ୍କ ମନ୍ଦିର ଓ ବିଗ୍ରହ ପ୍ରତିଷ୍ଠା ଉତ୍ସବ, ସ୍ଥାନ: ମନ୍ଦିର ପରିସର, ସମୟ: ସକାଳ ୮ଟା।	[437, 91, 570, 123]
event-item: • ଭିଭାସ୍କର ଅକ୍ଷୟ ତୃତୀୟା ଅବସରରେ ଭୂମି ପୂଜା ଏବଂ ନଦୀ ପୂର୍ଣ୍ଣ ଚାଷ, ସ୍ଥାନ: ରାୟଗଡ଼ା, ସମୟ: ସକାଳ ୮ଟା।	[437, 197, 570, 229]
registration-dot-icon	[680, 1488, 688, 1496]
satellite-weather-image	[4, 1180, 276, 1470]
divider-dot-icon	[860, 925, 870, 935]
district-heading: କଟକ	[4, 266, 139, 279]
newspaper-logo	[22, 6, 108, 52]
event-item: • ପାଠଶାଳା ଛାତ୍ର ବାର୍ଷିକ ଉତ୍ସବ, ସ୍ଥାନ: ଗ୍ରାମ ପରିସର, ସମୟ: ରାତି ୮ଟା।	[293, 100, 433, 121]
registration-dot-icon	[702, 1488, 710, 1496]
event-item: • ବିଶ୍ୱଶାନ୍ତି ମହାଯଜ୍ଞ ଉପଲକ୍ଷେ କୀର୍ତ୍ତନ, ସ୍ଥାନ: ଗ୍ରାମ ମନ୍ଦିର, ସମୟ: ସନ୍ଧ୍ୟା ୭ଟା।	[4, 559, 139, 580]
event-item: • ପାରାଦୀପ ଉପକୂଳ ସଚେତନତା କାର୍ଯ୍ୟକ୍ରମ, ସ୍ଥାନ: ପାରାଦୀପ, ସମୟ: ସକାଳ ୭ଟା।	[293, 354, 433, 386]
sign-prediction: ଆପଣଙ୍କ ଲୋକପ୍ରିୟତା ବୃଦ୍ଧି ପାଇବ। ପୁରୁଣା ବନ୍ଧୁଙ୍କ ସହ ଦେଖା ହେବ। ପରିବାରରେ ଆର୍ଥିକ ଅବସ୍ଥା ଭଲ ରହିବ।	[772, 552, 926, 584]
horoscope-sign	[720, 552, 942, 646]
sign-name: କର୍କଟ	[722, 456, 768, 470]
district-heading: ନୂଆପଡ଼ା	[574, 494, 714, 507]
astrologer-info	[720, 114, 940, 147]
divider-dot-icon	[860, 1121, 870, 1131]
cartoon-box	[4, 935, 276, 1175]
